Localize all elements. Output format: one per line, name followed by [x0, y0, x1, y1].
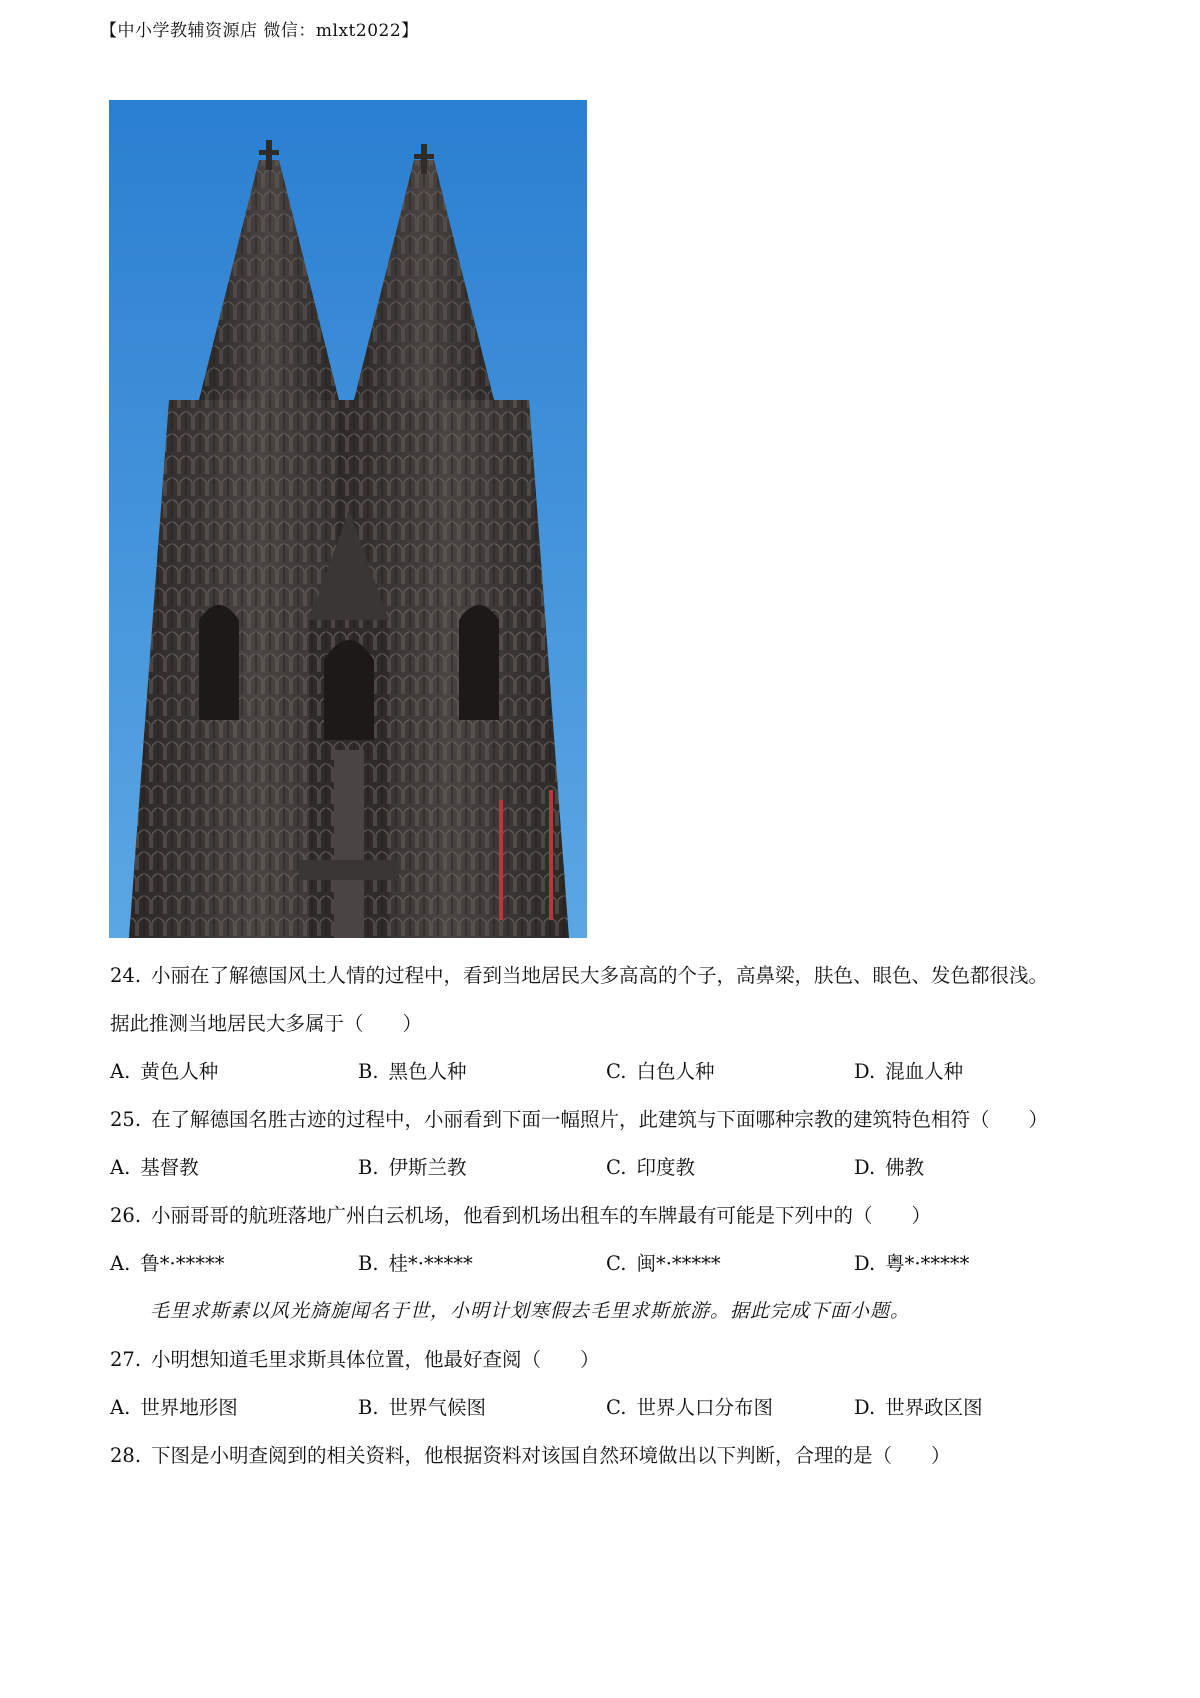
option-25-a[interactable]: A. 基督教 — [110, 1156, 199, 1179]
passage-intro: 毛里求斯素以风光旖旎闻名于世，小明计划寒假去毛里求斯旅游。据此完成下面小题。 — [150, 1300, 911, 1322]
option-25-b[interactable]: B. 伊斯兰教 — [358, 1156, 467, 1179]
question-26-options — [110, 1248, 1110, 1278]
question-24-line-1: 24. 小丽在了解德国风土人情的过程中，看到当地居民大多高高的个子，高鼻梁，肤色、眼色、发色都很浅。 — [110, 964, 1049, 987]
question-26: 26. 小丽哥哥的航班落地广州白云机场，他看到机场出租车的车牌最有可能是下列中的（ ） — [110, 1204, 932, 1227]
question-25: 25. 在了解德国名胜古迹的过程中，小丽看到下面一幅照片，此建筑与下面哪种宗教的建筑特色相符（ ） — [110, 1108, 1049, 1131]
option-26-a[interactable]: A. 鲁*·***** — [110, 1252, 225, 1275]
option-24-d[interactable]: D. 混血人种 — [854, 1060, 964, 1083]
option-24-a[interactable]: A. 黄色人种 — [110, 1060, 219, 1083]
page-header: 【中小学教辅资源店 微信：mlxt2022】 — [100, 21, 419, 41]
option-27-d[interactable]: D. 世界政区图 — [854, 1396, 983, 1419]
question-25-options — [110, 1152, 1110, 1182]
option-24-b[interactable]: B. 黑色人种 — [358, 1060, 467, 1083]
option-27-b[interactable]: B. 世界气候图 — [358, 1396, 487, 1419]
option-26-d[interactable]: D. 粤*·***** — [854, 1252, 970, 1275]
question-27: 27. 小明想知道毛里求斯具体位置，他最好查阅（ ） — [110, 1348, 600, 1371]
question-24-line-2: 据此推测当地居民大多属于（ ） — [110, 1012, 423, 1035]
option-26-b[interactable]: B. 桂*·***** — [358, 1252, 473, 1275]
question-27-options — [110, 1392, 1110, 1422]
cathedral-photo — [109, 100, 587, 938]
option-25-d[interactable]: D. 佛教 — [854, 1156, 925, 1179]
option-26-c[interactable]: C. 闽*·***** — [606, 1252, 721, 1275]
question-28: 28. 下图是小明查阅到的相关资料，他根据资料对该国自然环境做出以下判断，合理的是（ ） — [110, 1444, 951, 1467]
option-27-a[interactable]: A. 世界地形图 — [110, 1396, 238, 1419]
option-25-c[interactable]: C. 印度教 — [606, 1156, 695, 1179]
option-24-c[interactable]: C. 白色人种 — [606, 1060, 715, 1083]
option-27-c[interactable]: C. 世界人口分布图 — [606, 1396, 773, 1419]
question-24-options — [110, 1056, 1110, 1086]
